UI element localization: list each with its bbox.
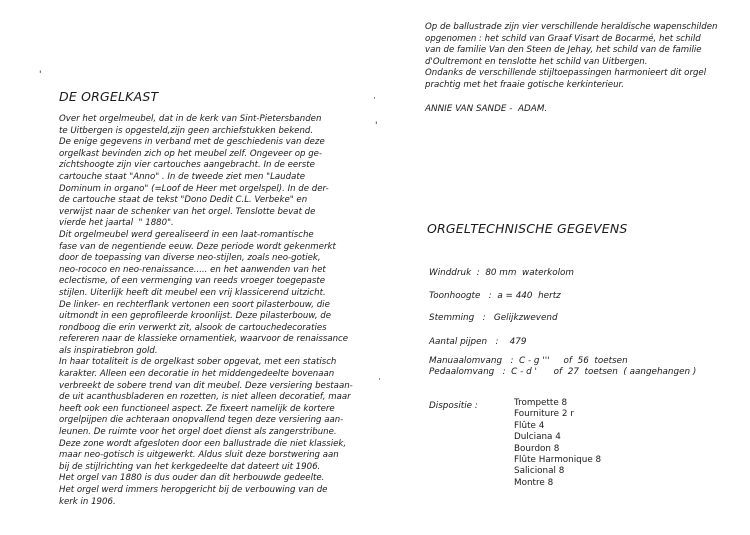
text-line: De linker- en rechterflank vertonen een soort pilasterbouw, die bbox=[59, 299, 330, 310]
text-line: uitmondt in een geprofileerde kroonlijst. Deze pilasterbouw, de bbox=[59, 311, 332, 322]
author-signature: ANNIE VAN SANDE - ADAM. bbox=[425, 104, 548, 114]
text-line: verwijst naar de schenker van het orgel. Tenslotte bevat de bbox=[59, 206, 316, 217]
text-line: Het orgel werd immers heropgericht bij de verbouwing van de bbox=[59, 485, 328, 495]
register-item: Trompette 8 bbox=[514, 398, 568, 408]
text-line: fase van de negentiende eeuw. Deze periode wordt gekenmerkt bbox=[59, 241, 336, 252]
text-line: prachtig met het fraaie gotische kerkinterieur. bbox=[425, 79, 624, 90]
text-line: Dit orgelmeubel werd gerealiseerd in een laat-romantische bbox=[59, 229, 314, 240]
scan-mark: ' bbox=[375, 121, 378, 131]
text-line: vierde het jaartal " 1880". bbox=[59, 218, 174, 229]
section-heading-orgelkast: DE ORGELKAST bbox=[59, 89, 159, 104]
text-line: de uit acanthusbladeren en rozetten, is niet alleen decoratief, maar bbox=[59, 392, 351, 403]
spec-stemming: Stemming : Gelijkzwevend bbox=[429, 313, 558, 323]
text-line: orgelpijpen die achteraan onopvallend tegen deze versiering aan- bbox=[59, 415, 344, 426]
text-line: leunen. De ruimte voor het orgel doet dienst als zangerstribune. bbox=[59, 427, 337, 438]
text-line: Deze zone wordt afgesloten door een ballustrade die niet klassiek, bbox=[59, 438, 347, 449]
orgelkast-text bbox=[59, 114, 353, 508]
spec-winddruk: Winddruk : 80 mm waterkolom bbox=[429, 268, 574, 278]
text-line: te Uitbergen is opgesteld,zijn geen archiefstukken bekend. bbox=[59, 125, 314, 136]
text-line: karakter. Alleen een decoratie in het middengedeelte bovenaan bbox=[59, 369, 335, 380]
text-line: heeft ook een functioneel aspect. Ze fixeert namelijk de kortere bbox=[59, 403, 335, 414]
text-line: orgelkast bevinden zich op het meubel zelf. Ongeveer op ge- bbox=[59, 148, 323, 159]
register-item: Flûte Harmonique 8 bbox=[514, 455, 602, 466]
text-line: kerk in 1906. bbox=[59, 496, 116, 507]
section-heading-orgeltechnische: ORGELTECHNISCHE GEGEVENS bbox=[427, 221, 628, 236]
text-line: als inspiratiebron gold. bbox=[59, 345, 158, 356]
text-line: neo-rococo en neo-renaissance..... en het aanwenden van het bbox=[59, 264, 326, 275]
register-item: Fourniture 2 r bbox=[514, 409, 574, 420]
register-list bbox=[514, 398, 601, 489]
text-line: opgenomen : het schild van Graaf Visart de Bocarmé, het schild bbox=[425, 33, 701, 44]
text-line: Ondanks de verschillende stijltoepassingen harmonieert dit orgel bbox=[425, 68, 707, 79]
text-line: maar neo-gotisch is uitgewerkt. Aldus sluit deze borstwering aan bbox=[59, 450, 339, 461]
text-line: van de familie Van den Steen de Jehay, het schild van de familie bbox=[425, 45, 702, 56]
register-item: Dulciana 4 bbox=[514, 432, 561, 443]
text-line: In haar totaliteit is de orgelkast sober opgevat, met een statisch bbox=[59, 357, 337, 368]
text-line: rondboog die erin verwerkt zit, alsook de cartouchedecoraties bbox=[59, 322, 327, 333]
spec-manuaalomvang: Manuaalomvang : C - g ''' of 56 toetsen bbox=[429, 356, 628, 366]
spec-pedaalomvang: Pedaalomvang : C - d ' of 27 toetsen ( aangehangen ) bbox=[429, 367, 697, 377]
register-item: Bourdon 8 bbox=[514, 443, 560, 454]
text-line: Dominum in organo" (=Loof de Heer met orgelspel). In de der- bbox=[59, 183, 329, 194]
text-line: verbreekt de sobere trend van dit meubel. Deze versiering bestaan- bbox=[59, 380, 353, 391]
scan-mark: ' bbox=[39, 70, 42, 80]
spec-toonhoogte: Toonhoogte : a = 440 hertz bbox=[429, 291, 561, 301]
text-line: door de toepassing van diverse neo-stijlen, zoals neo-gotiek, bbox=[59, 253, 321, 264]
spec-aantal-pijpen: Aantal pijpen : 479 bbox=[429, 337, 527, 347]
text-line: bij de stijlrichting van het kerkgedeelte dat dateert uit 1906. bbox=[59, 461, 321, 472]
scan-mark: · bbox=[378, 375, 381, 385]
register-item: Montre 8 bbox=[514, 477, 554, 488]
text-line: Het orgel van 1880 is dus ouder dan dit herbouwde gedeelte. bbox=[59, 473, 325, 484]
scan-mark: · bbox=[373, 94, 376, 104]
text-line: de cartouche staat de tekst "Dono Dedit C.L. Verbeke" en bbox=[59, 195, 308, 206]
text-line: Over het orgelmeubel, dat in de kerk van Sint-Pietersbanden bbox=[59, 114, 322, 124]
register-item: Salicional 8 bbox=[514, 466, 565, 477]
register-item: Flûte 4 bbox=[514, 420, 545, 431]
text-line: stijlen. Uiterlijk heeft dit meubel een vrij klassicerend uitzicht. bbox=[59, 287, 326, 298]
text-line: refereren naar de klassieke ornamentiek, waarvoor de renaissance bbox=[59, 334, 349, 345]
text-line: d'Oultremont en tenslotte het schild van Uitbergen. bbox=[425, 56, 648, 67]
text-line: zichtshoogte zijn vier cartouches aangebracht. In de eerste bbox=[59, 160, 315, 171]
dispositie-label: Dispositie : bbox=[429, 401, 478, 411]
text-line: De enige gegevens in verband met de geschiedenis van deze bbox=[59, 137, 325, 148]
text-line: Op de ballustrade zijn vier verschillende heraldische wapenschilden bbox=[425, 22, 718, 32]
text-line: cartouche staat "Anno" . In de tweede ziet men "Laudate bbox=[59, 171, 305, 182]
text-line: eclectisme, of een vermenging van reeds vroeger toegepaste bbox=[59, 276, 326, 287]
ballustrade-text bbox=[425, 22, 717, 92]
